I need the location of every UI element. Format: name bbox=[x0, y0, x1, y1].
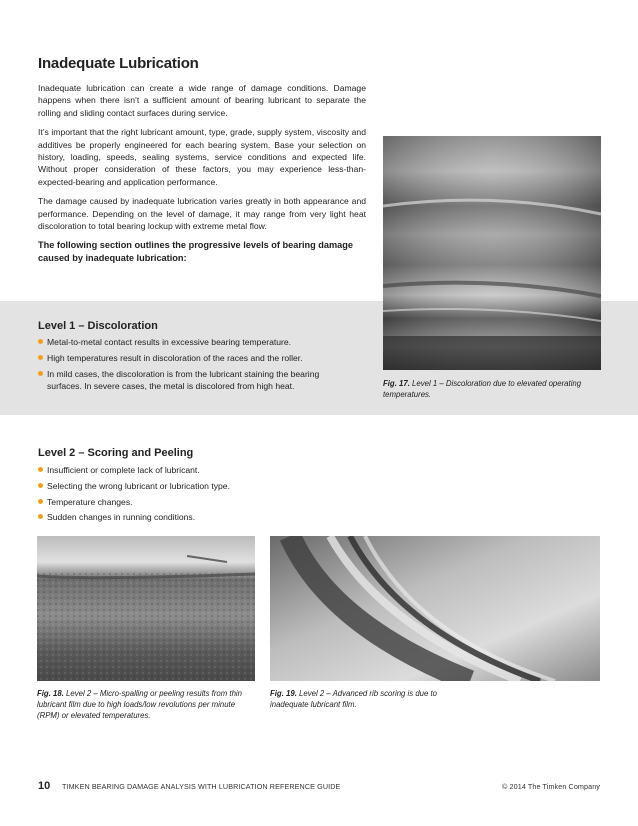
footer-copyright: © 2014 The Timken Company bbox=[502, 782, 600, 791]
fig19-caption bbox=[270, 688, 470, 710]
level1-title: Level 1 – Discoloration bbox=[38, 320, 158, 332]
page-number: 10 bbox=[38, 780, 51, 792]
bullet-icon bbox=[38, 514, 43, 519]
fig19-label: Fig. 19. bbox=[270, 689, 297, 698]
fig19-caption-text: Level 2 – Advanced rib scoring is due to inadequate lubricant film. bbox=[270, 689, 438, 709]
fig17-caption-text: Level 1 – Discoloration due to elevated operating temperatures. bbox=[383, 379, 582, 399]
list-item: In mild cases, the discoloration is from the lubricant staining the bearing surfaces. In severe cases, the metal is discolored from high heat. bbox=[38, 368, 348, 393]
bearing-discoloration-image bbox=[383, 136, 601, 370]
fig18-photo bbox=[37, 536, 255, 681]
section-body bbox=[38, 82, 366, 265]
paragraph-1: Inadequate lubrication can create a wide range of damage conditions. Damage happens when there isn’t a sufficient amount of bearing lubricant to separate the rolling and sliding contact surfaces during service. bbox=[38, 83, 366, 118]
fig19-photo bbox=[270, 536, 600, 681]
paragraph-3: The damage caused by inadequate lubrication varies greatly in both appearance and performance. Depending on the level of damage, it may range from very light heat discoloration to total bearing lockup with extreme metal flow. bbox=[38, 196, 366, 232]
bullet-icon bbox=[38, 483, 43, 488]
level1-bullet-list bbox=[38, 336, 348, 396]
level2-title: Level 2 – Scoring and Peeling bbox=[38, 447, 194, 459]
fig17-caption bbox=[383, 378, 608, 400]
bullet-icon bbox=[38, 467, 43, 472]
fig18-caption bbox=[37, 688, 257, 721]
footer-guide-title: TIMKEN BEARING DAMAGE ANALYSIS WITH LUBRICATION REFERENCE GUIDE bbox=[62, 782, 341, 791]
bullet-icon bbox=[38, 499, 43, 504]
list-item: High temperatures result in discoloration of the races and the roller. bbox=[38, 352, 348, 364]
list-item: Temperature changes. bbox=[38, 496, 358, 508]
fig18-label: Fig. 18. bbox=[37, 689, 64, 698]
list-item: Metal-to-metal contact results in excessive bearing temperature. bbox=[38, 336, 348, 348]
section-title: Inadequate Lubrication bbox=[38, 55, 199, 72]
micro-spalling-image bbox=[37, 536, 255, 681]
list-item: Selecting the wrong lubricant or lubrication type. bbox=[38, 480, 358, 492]
list-item: Insufficient or complete lack of lubricant. bbox=[38, 464, 358, 476]
fig17-photo bbox=[383, 136, 601, 370]
rib-scoring-image bbox=[270, 536, 600, 681]
bullet-icon bbox=[38, 371, 43, 376]
paragraph-2: It’s important that the right lubricant amount, type, grade, supply system, viscosity and additives be properly engineered for each bearing system. Base your selection on history, loading, speeds, sealing systems, service conditions and expected life. Without proper consideration of these factors, you may experience less-than-expected-bearing and application performance. bbox=[38, 127, 366, 187]
bullet-icon bbox=[38, 355, 43, 360]
intro-bold-paragraph: The following section outlines the progressive levels of bearing damage caused by inadequate lubrication: bbox=[38, 240, 353, 264]
fig18-caption-text: Level 2 – Micro-spalling or peeling results from thin lubricant film due to high loads/low revolutions per minute (RPM) or elevated temperatures. bbox=[37, 689, 242, 720]
bullet-icon bbox=[38, 339, 43, 344]
fig17-label: Fig. 17. bbox=[383, 379, 410, 388]
level2-bullet-list bbox=[38, 464, 358, 527]
list-item: Sudden changes in running conditions. bbox=[38, 511, 358, 523]
